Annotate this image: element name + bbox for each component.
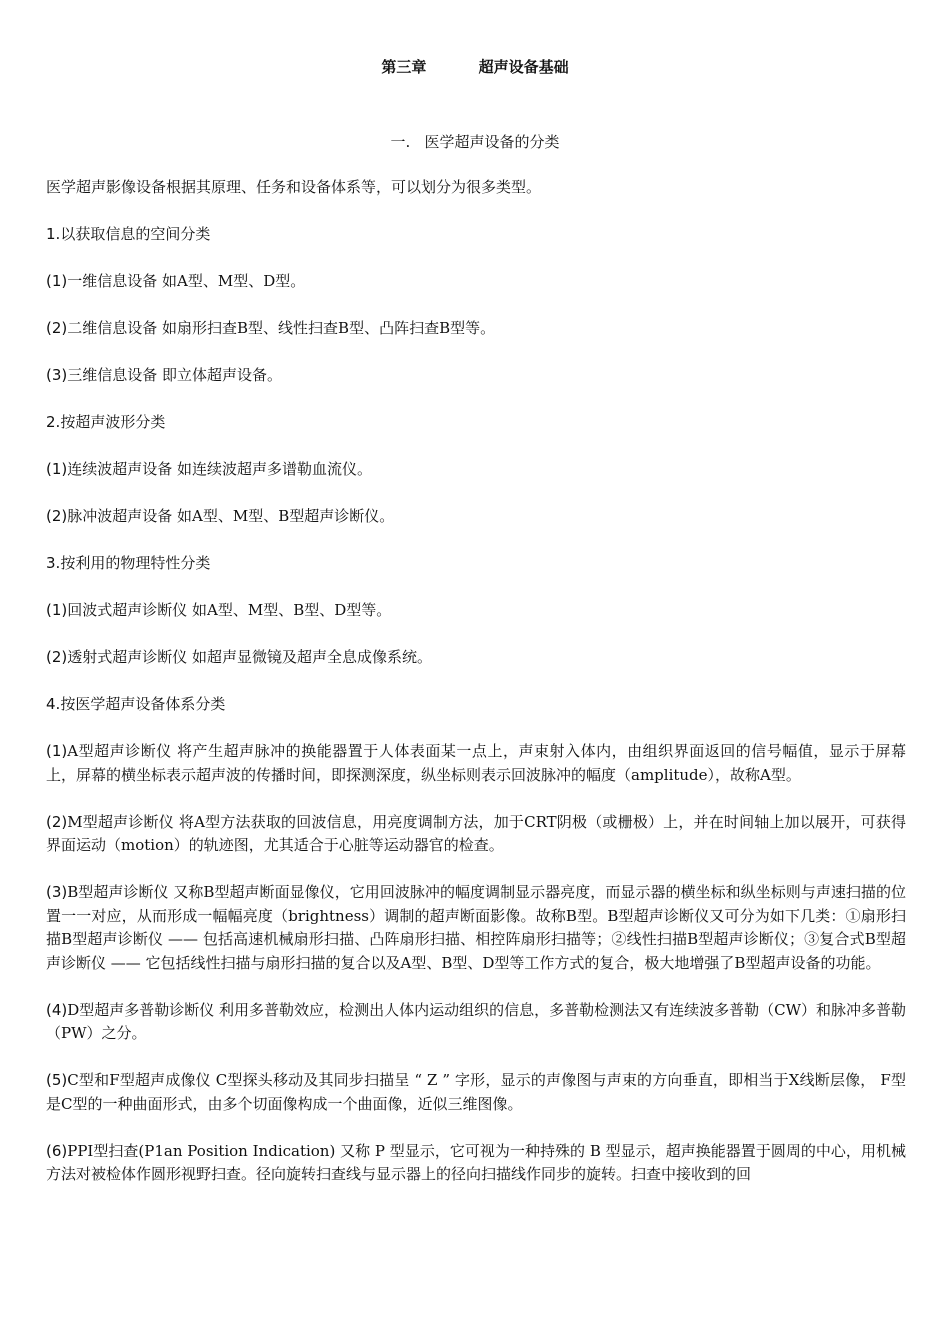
paragraph: [46, 411, 906, 435]
paragraph-number: (2): [46, 648, 68, 666]
paragraph-number: (2): [46, 812, 68, 831]
paragraph-text: 脉冲波超声设备 如A型、M型、B型超声诊断仪。: [67, 507, 395, 525]
paragraph: [46, 317, 906, 341]
section-title: 一. 医学超声设备的分类: [390, 133, 560, 151]
paragraph: [46, 223, 906, 247]
paragraph: [46, 693, 906, 717]
paragraph-text: M型超声诊断仪 将A型方法获取的回波信息，用亮度调制方法，加于CRT阴极（或栅极）上，并在时间轴上加以展开，可获得界面运动（motion）的轨迹图，尤其适合于心脏等运动器官的检查。: [46, 812, 906, 854]
paragraph-number: (6): [46, 1141, 68, 1160]
paragraph-text: 连续波超声设备 如连续波超声多谱勒血流仪。: [67, 460, 373, 478]
paragraph-number: (5): [46, 1071, 68, 1089]
paragraph-number: (3): [46, 366, 68, 384]
paragraph-text: 按医学超声设备体系分类: [60, 695, 226, 713]
paragraph-number: (1): [46, 460, 68, 478]
paragraph-text: 回波式超声诊断仪 如A型、M型、B型、D型等。: [67, 601, 392, 619]
paragraph-text: 二维信息设备 如扇形扫查B型、线性扫查B型、凸阵扫查B型等。: [67, 319, 496, 337]
document-body: [46, 176, 906, 1210]
paragraph: [46, 505, 906, 529]
paragraph: [46, 740, 906, 787]
paragraph: [46, 552, 906, 576]
paragraph-text: D型超声多普勒诊断仪 利用多普勒效应，检测出人体内运动组织的信息，多普勒检测法又有连续波多普勒（CW）和脉冲多普勒（PW）之分。: [46, 1000, 906, 1042]
paragraph: [46, 881, 906, 975]
paragraph-number: (1): [46, 272, 68, 290]
paragraph-text: B型超声诊断仪 又称B型超声断面显像仪，它用回波脉冲的幅度调制显示器亮度，而显示器的横坐标和纵坐标则与声速扫描的位置一一对应，从而形成一幅幅亮度（brightness）调制的超声断面影像。故称B型。B型超声诊断仪又可分为如下几类：①扇形扫描B型超声诊断仪 —— 包括高速机械扇形扫描、凸阵扇形扫描、相控阵扇形扫描等；②线性扫描B型超声诊断仪；③复合式B型超声诊断仪 —— 它包括线性扫描与扇形扫描的复合以及A型、B型、D型等工作方式的复合，极大地增强了B型超声设备的功能。: [46, 883, 906, 972]
paragraph: [46, 999, 906, 1046]
paragraph: [46, 458, 906, 482]
paragraph-number: (1): [46, 601, 68, 619]
paragraph-number: 1.: [46, 225, 61, 243]
paragraph-text: 透射式超声诊断仪 如超声显微镜及超声全息成像系统。: [67, 648, 433, 666]
paragraph-text: C型和F型超声成像仪 C型探头移动及其同步扫描呈 “ Z ” 字形，显示的声像图与声束的方向垂直，即相当于X线断层像， F型是C型的一种曲面形式，由多个切面像构成一个曲面像，近似三维图像。: [46, 1071, 906, 1113]
paragraph-text: 按超声波形分类: [60, 413, 166, 431]
intro-paragraph: 医学超声影像设备根据其原理、任务和设备体系等，可以划分为很多类型。: [46, 178, 542, 196]
paragraph-text: A型超声诊断仪 将产生超声脉冲的换能器置于人体表面某一点上，声束射入体内，由组织界面返回的信号幅值，显示于屏幕上，屏幕的横坐标表示超声波的传播时间，即探测深度，纵坐标则表示回波脉冲的幅度（amplitude），故称A型。: [46, 742, 906, 784]
paragraph-number: 2.: [46, 413, 61, 431]
paragraph: [46, 646, 906, 670]
paragraph: [46, 811, 906, 858]
paragraph-number: (2): [46, 319, 68, 337]
paragraph: [46, 364, 906, 388]
paragraph-number: (3): [46, 883, 68, 901]
paragraph-number: 3.: [46, 554, 61, 572]
chapter-title: 第三章 超声设备基础: [381, 58, 569, 76]
paragraph-number: (4): [46, 1000, 68, 1019]
paragraph: [46, 1140, 906, 1187]
paragraph-text: PPI型扫查(P1an Position Indication) 又称 P 型显示，它可视为一种持殊的 B 型显示，超声换能器置于圆周的中心，用机械方法对被检体作圆形视野扫查。径向旋转扫查线与显示器上的径向扫描线作同步的旋转。扫查中接收到的回: [46, 1141, 906, 1183]
paragraph-number: (1): [46, 742, 68, 760]
paragraph-number: (2): [46, 507, 68, 525]
paragraph-text: 三维信息设备 即立体超声设备。: [67, 366, 283, 384]
paragraph-text: 按利用的物理特性分类: [60, 554, 211, 572]
paragraph: [46, 599, 906, 623]
paragraph-text: 以获取信息的空间分类: [60, 225, 211, 243]
paragraph-text: 一维信息设备 如A型、M型、D型。: [67, 272, 306, 290]
paragraph: [46, 270, 906, 294]
paragraph-number: 4.: [46, 695, 61, 713]
paragraph: [46, 1069, 906, 1116]
